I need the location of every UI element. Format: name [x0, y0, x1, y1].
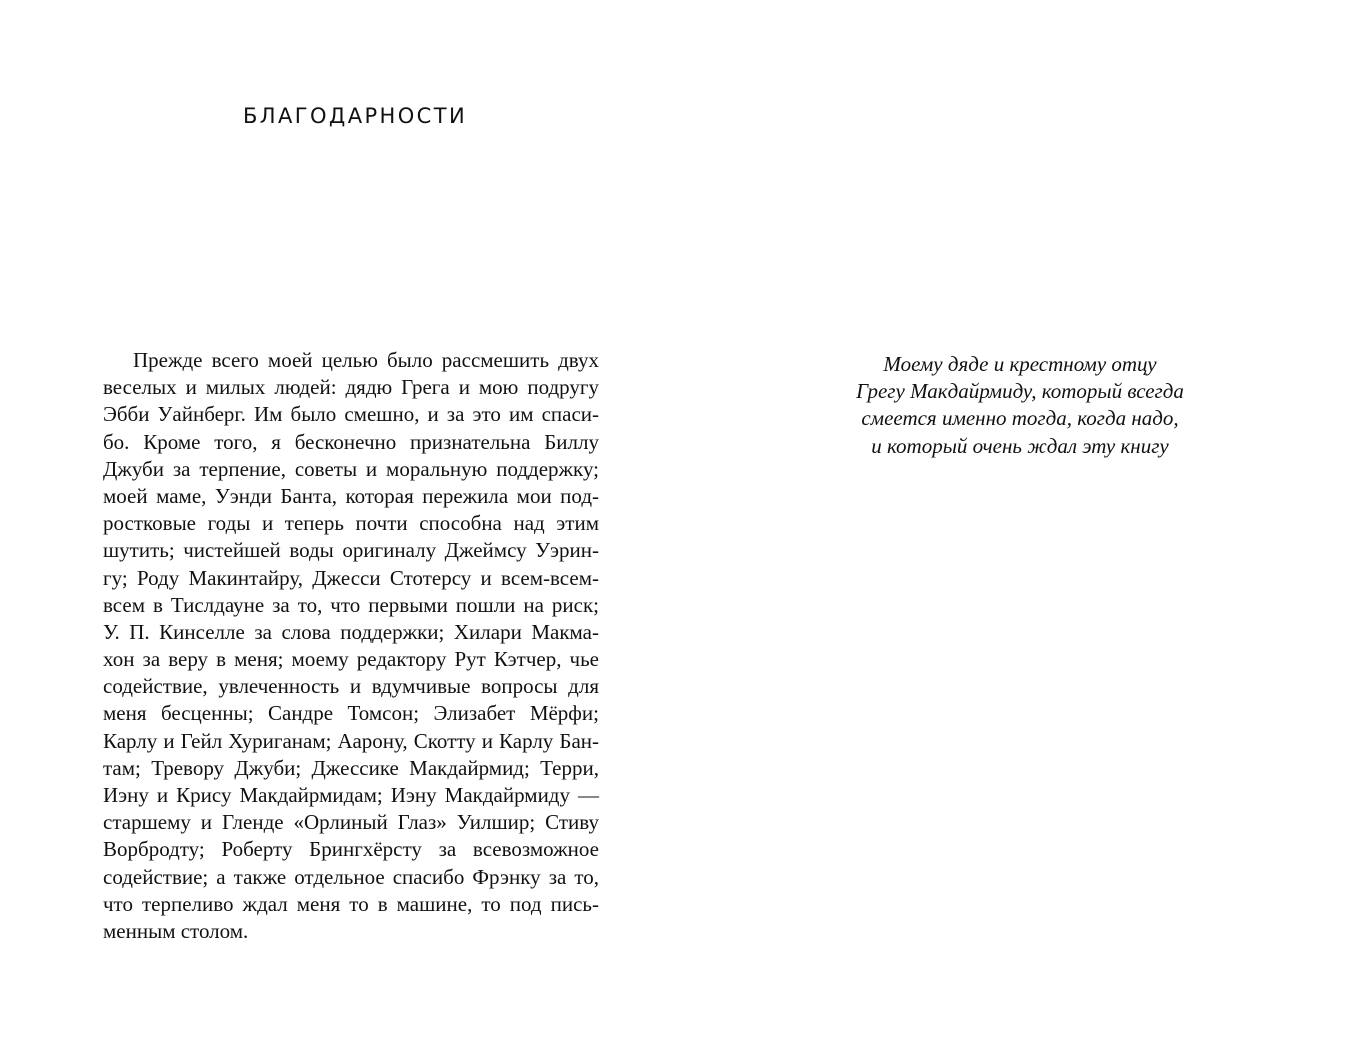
dedication-line: смеется именно тогда, когда надо,	[861, 406, 1179, 431]
paragraph-line: старшему и Гленде «Орлиный Глаз» Уилшир; Стиву	[103, 810, 599, 835]
paragraph-line: Прежде всего моей целью было рассмешить двух	[133, 348, 599, 372]
paragraph-line: гу; Роду Макинтайру, Джесси Стотерсу и всем-всем-	[103, 565, 599, 590]
paragraph-line: Карлу и Гейл Хуриганам; Аарону, Скотту и Карлу Бан-	[103, 728, 599, 753]
page-title: БЛАГОДАРНОСТИ	[243, 104, 468, 128]
paragraph-line: менным столом.	[103, 918, 249, 943]
paragraph-line: Ворбродту; Роберту Брингхёрсту за всевозможное	[103, 837, 599, 862]
paragraph-line: веселых и милых людей: дядю Грега и мою подругу	[103, 375, 599, 400]
dedication	[820, 351, 1220, 460]
paragraph-line: У. П. Кинселле за слова поддержки; Хилари Макма-	[103, 619, 599, 644]
dedication-line: Грегу Макдайрмиду, который всегда	[856, 379, 1184, 404]
dedication-line: Моему дяде и крестному отцу	[883, 352, 1157, 376]
paragraph-line: хон за веру в меня; моему редактору Рут Кэтчер, чье	[103, 647, 599, 672]
paragraph-line: всем в Тислдауне за то, что первыми пошли на риск;	[103, 592, 599, 617]
dedication-line: и который очень ждал эту книгу	[871, 433, 1169, 458]
paragraph-line: шутить; чистейшей воды оригиналу Джеймсу Уэрин-	[103, 538, 599, 563]
paragraph-line: Иэну и Крису Макдайрмидам; Иэну Макдайрмиду —	[103, 783, 599, 807]
paragraph-line: меня бесценны; Сандре Томсон; Элизабет Мёрфи;	[103, 701, 599, 726]
paragraph-line: Джуби за терпение, советы и моральную поддержку;	[103, 456, 599, 481]
paragraph-line: там; Тревору Джуби; Джессике Макдайрмид; Терри,	[103, 755, 599, 780]
paragraph-line: моей маме, Уэнди Банта, которая пережила мои под-	[103, 483, 599, 508]
acknowledgements-paragraph	[103, 347, 599, 945]
paragraph-line: Эбби Уайнберг. Им было смешно, и за это им спаси-	[103, 402, 599, 427]
paragraph-line: содействие; а также отдельное спасибо Фрэнку за то,	[103, 864, 599, 889]
paragraph-line: содействие, увлеченность и вдумчивые вопросы для	[103, 674, 599, 699]
paragraph-line: ростковые годы и теперь почти способна над этим	[103, 511, 599, 536]
paragraph-line: что терпеливо ждал меня то в машине, то под пись-	[103, 891, 599, 916]
paragraph-line: бо. Кроме того, я бесконечно признательна Биллу	[103, 429, 599, 454]
